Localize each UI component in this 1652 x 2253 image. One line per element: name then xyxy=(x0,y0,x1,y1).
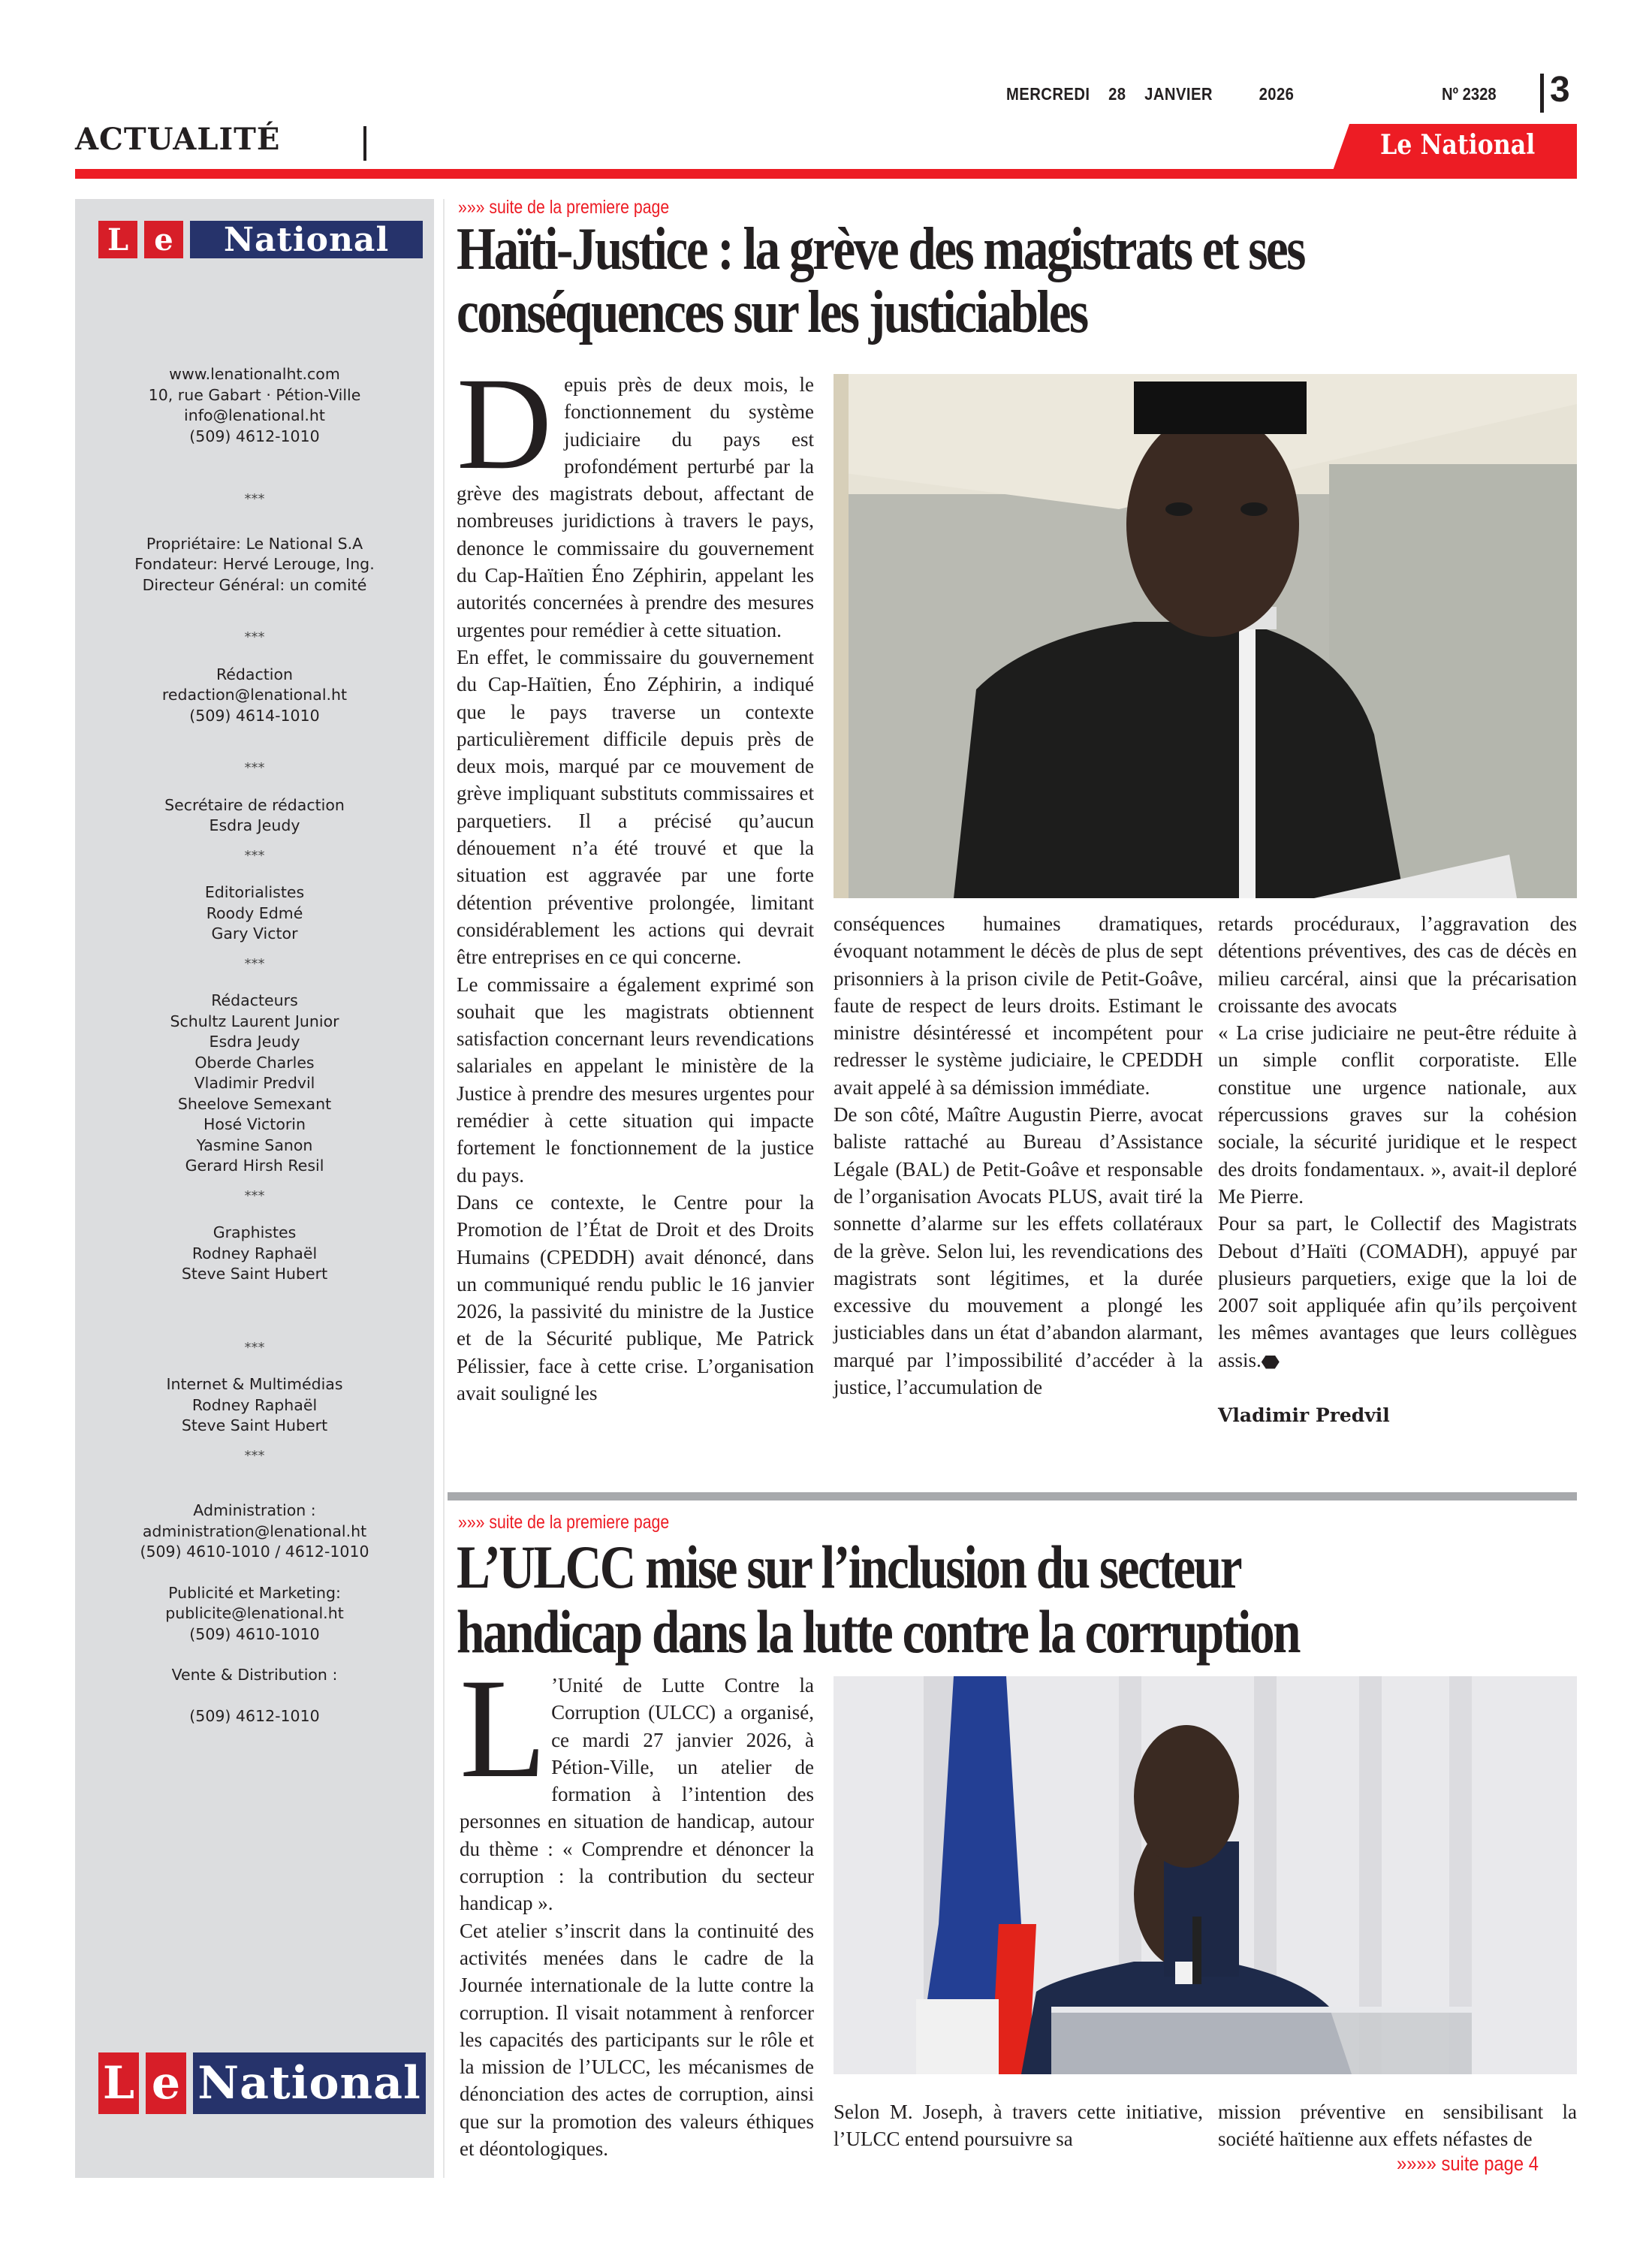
editorialists-title: Editorialistes xyxy=(204,883,305,901)
article1-column-2 xyxy=(834,910,1203,1401)
paragraph: ’Unité de Lutte Contre la Corruption (ULCC) a organisé, ce mardi 27 janvier 2026, à Pétion-Ville, un atelier de formation à l’intention des personnes en situation de handicap, autour du thème : « Comprendre et dénoncer la corruption : la contribution du secteur handicap ». xyxy=(460,1674,814,1915)
day-name: MERCREDI xyxy=(1006,84,1090,104)
contact-block xyxy=(75,364,434,447)
article2-headline-line1: L’ULCC mise sur l’inclusion du secteur xyxy=(457,1533,1241,1601)
article2-headline-line2: handicap dans la lutte contre la corruption xyxy=(457,1597,1300,1666)
logo-national: National xyxy=(190,221,423,258)
separator: *** xyxy=(244,1187,265,1204)
separator: *** xyxy=(244,1447,265,1464)
article1-photo xyxy=(834,374,1577,898)
article1-headline-line1: Haïti-Justice : la grève des magistrats et ses xyxy=(457,216,1304,282)
separator: *** xyxy=(244,629,265,645)
speaker-photo-icon xyxy=(834,1676,1577,2074)
logo-national: National xyxy=(193,2052,426,2114)
month: JANVIER xyxy=(1144,84,1213,104)
ownership-block xyxy=(75,534,434,596)
redaction-email[interactable]: redaction@lenational.ht xyxy=(161,686,348,704)
article1-column-3 xyxy=(1218,910,1577,1429)
separator: *** xyxy=(244,847,265,864)
paragraph: epuis près de deux mois, le fonctionnement du système judiciaire du pays est profondément perturbé par la grève des magistrats debout, affectant de nombreuses juridictions à travers le pays, denonce le commissaire du gouvernement du Cap-Haïtien Éno Zéphirin, appelant les autorités concernées à prendre des mesures urgentes pour remédier à cette situation. xyxy=(457,373,814,641)
designer-name: Rodney Raphaël xyxy=(191,1244,318,1262)
redaction-block xyxy=(75,665,434,727)
info-email[interactable]: info@lenational.ht xyxy=(184,406,325,424)
writers-block xyxy=(75,991,434,1177)
writer-name: Schultz Laurent Junior xyxy=(170,1012,339,1030)
article1-column-1 xyxy=(457,351,814,1407)
writer-name: Hosé Victorin xyxy=(203,1115,306,1133)
paragraph: Dans ce contexte, le Centre pour la Promotion de l’État de Droit et des Droits Humains (CPEDDH) avait dénoncé, dans un communiqué rendu public le 16 janvier 2026, la passivité du ministre de la Justice et de la Sécurité publique, Me Patrick Pélissier, face à cette crise. L’organisation avait souligné les xyxy=(457,1190,814,1404)
column-rule xyxy=(443,199,445,2178)
writer-name: Oberde Charles xyxy=(194,1053,315,1072)
section-divider xyxy=(363,126,366,161)
article2-column-1 xyxy=(460,1650,814,2162)
redaction-phone: (509) 4614-1010 xyxy=(189,706,320,725)
paragraph xyxy=(1218,1210,1577,1374)
end-of-article-icon xyxy=(1262,1356,1280,1369)
section-label: ACTUALITÉ xyxy=(75,122,281,157)
writer-name: Yasmine Sanon xyxy=(196,1136,313,1154)
page-number-divider xyxy=(1540,74,1544,113)
multimedia-title: Internet & Multimédias xyxy=(166,1375,343,1393)
writer-name: Vladimir Predvil xyxy=(194,1074,315,1092)
administration-title: Administration : xyxy=(193,1501,316,1519)
article1-headline-line2: conséquences sur les justiciables xyxy=(457,279,1087,345)
year: 2026 xyxy=(1259,84,1295,104)
distribution-block xyxy=(75,1665,434,1727)
brand-tab-label: Le National xyxy=(1380,129,1536,161)
designer-name: Steve Saint Hubert xyxy=(181,1265,328,1283)
masthead-credits xyxy=(75,364,434,1727)
logo-letter-e: e xyxy=(146,2052,186,2114)
article2-dropcap: L xyxy=(460,1650,547,1808)
logo-letter-l: L xyxy=(98,2052,139,2114)
paragraph-text: Pour sa part, le Collectif des Magistrats Debout d’Haïti (COMADH), appuyé par plusieurs parquetiers, exige que la loi de 2007 soit appliquée afin qu’ils perçoivent les mêmes avantages que leurs collègues assis. xyxy=(1218,1212,1577,1371)
day-number: 28 xyxy=(1108,84,1126,104)
administration-phone: (509) 4610-1010 / 4612-1010 xyxy=(140,1543,369,1561)
graphic-designers-title: Graphistes xyxy=(213,1223,297,1241)
paragraph: De son côté, Maître Augustin Pierre, avocat baliste rattaché au Bureau d’Assistance Légale (BAL) de Petit-Goâve et responsable de l’organisation Avocats PLUS, avait tiré la sonnette d’alarme sur les effets collatéraux de la grève. Selon lui, les revendications des magistrats sont légitimes, et la durée excessive du mouvement a plongé les justiciables dans un état d’abandon alarmant, marqué par l’impossibilité d’accéder à la justice, l’accumulation de xyxy=(834,1103,1203,1399)
distribution-title: Vente & Distribution : xyxy=(171,1666,338,1684)
secretary-block xyxy=(75,795,434,837)
administration-email[interactable]: administration@lenational.ht xyxy=(142,1522,367,1540)
logo-letter-e: e xyxy=(144,221,183,258)
paragraph: Selon M. Joseph, à travers cette initiative, l’ULCC entend poursuivre sa xyxy=(834,2101,1203,2151)
owner: Propriétaire: Le National S.A xyxy=(146,534,363,553)
article2-column-2 xyxy=(834,2098,1203,2153)
editorialist-name: Gary Victor xyxy=(211,924,298,943)
writers-title: Rédacteurs xyxy=(211,991,298,1009)
founder: Fondateur: Hervé Lerouge, Ing. xyxy=(134,555,375,573)
main-phone: (509) 4612-1010 xyxy=(189,427,320,445)
writer-name: Gerard Hirsh Resil xyxy=(185,1157,324,1175)
logo-letter-l: L xyxy=(98,221,137,258)
multimedia-block xyxy=(75,1374,434,1437)
paragraph: Le commissaire a également exprimé son souhait que les magistrats obtiennent satisfaction concernant leurs revendications salariales en appelant le ministère de la Justice à prendre des mesures urgentes pour remédier à cette situation qui impacte fortement le fonctionnement de la justice du pays. xyxy=(457,973,814,1187)
advertising-phone: (509) 4610-1010 xyxy=(189,1624,320,1643)
website-link[interactable]: www.lenationalht.com xyxy=(169,365,340,383)
separator: *** xyxy=(244,955,265,972)
writer-name: Esdra Jeudy xyxy=(209,1033,300,1051)
editorialists-block xyxy=(75,882,434,945)
address: 10, rue Gabart · Pétion-Ville xyxy=(148,385,361,404)
editorialist-name: Roody Edmé xyxy=(206,903,303,922)
redaction-title: Rédaction xyxy=(216,665,294,683)
continued-on-page-link[interactable]: »»»» suite page 4 xyxy=(1397,2152,1539,2175)
article-separator xyxy=(448,1492,1577,1500)
le-national-logo-bottom xyxy=(98,2052,426,2114)
graphic-designers-block xyxy=(75,1223,434,1285)
director: Directeur Général: un comité xyxy=(142,575,367,594)
paragraph: Cet atelier s’inscrit dans la continuité des activités menées dans le cadre de la Journée internationale de la lutte contre la corruption. Il visait notamment à renforcer les capacités des participants sur le rôle et la mission de l’ULCC, les mécanismes de dénonciation des actes de corruption, ainsi que sur la promotion des valeurs éthiques et déontologiques. xyxy=(460,1919,814,2161)
advertising-block xyxy=(75,1583,434,1645)
secretary-name: Esdra Jeudy xyxy=(209,816,300,834)
paragraph: mission préventive en sensibilisant la société haïtienne aux effets néfastes de xyxy=(1218,2101,1577,2151)
masthead-sidebar xyxy=(75,199,434,2178)
article1-byline: Vladimir Predvil xyxy=(1218,1404,1390,1427)
multimedia-name: Rodney Raphaël xyxy=(191,1395,318,1414)
advertising-title: Publicité et Marketing: xyxy=(168,1583,341,1602)
article2-column-3 xyxy=(1218,2098,1577,2153)
secretary-title: Secrétaire de rédaction xyxy=(164,795,345,814)
article1-dropcap: D xyxy=(457,351,553,497)
article1-kicker[interactable]: »»» suite de la premiere page xyxy=(458,197,670,218)
advertising-email[interactable]: publicite@lenational.ht xyxy=(165,1604,344,1622)
separator: *** xyxy=(244,491,265,507)
separator: *** xyxy=(244,1339,265,1356)
distribution-phone: (509) 4612-1010 xyxy=(189,1706,320,1725)
page-number: 3 xyxy=(1550,70,1570,110)
issue-number: Nº 2328 xyxy=(1442,84,1497,104)
separator: *** xyxy=(244,760,265,776)
paragraph: conséquences humaines dramatiques, évoquant notamment le décès de plus de sept prisonniers à la prison civile de Petit-Goâve, faute de respect de leurs droits. Estimant le ministre désintéressé et incompétent pour redresser le système judiciaire, le CPEDDH avait appelé à sa démission immédiate. xyxy=(834,912,1203,1099)
header-red-rule xyxy=(75,169,1577,179)
multimedia-name: Steve Saint Hubert xyxy=(181,1416,328,1434)
article2-kicker[interactable]: »»» suite de la premiere page xyxy=(458,1512,670,1533)
le-national-logo xyxy=(98,221,423,258)
dateline xyxy=(1006,84,1294,104)
article2-photo xyxy=(834,1676,1577,2074)
administration-block xyxy=(75,1500,434,1563)
paragraph: « La crise judiciaire ne peut-être réduite à un simple conflit corporatiste. Elle constitue une urgence nationale, aux répercussions graves sur la cohésion sociale, la sécurité juridique et le respect des droits fondamentaux. », avait-il deploré Me Pierre. xyxy=(1218,1021,1577,1208)
magistrate-photo-icon xyxy=(834,374,1577,898)
paragraph: retards procéduraux, l’aggravation des détentions préventives, des cas de décès en milieu carcéral, ainsi que la précarisation croissante des avocats xyxy=(1218,912,1577,1017)
paragraph: En effet, le commissaire du gouvernement du Cap-Haïtien, Éno Zéphirin, a indiqué que le pays traverse un contexte particulièrement difficile depuis près de deux mois, marqué par ce mouvement de grève impliquant substituts commissaires et parquetiers. Il a précisé qu’aucun dénouement n’a été trouvé et que la situation est aggravée par une forte détention préventive prolongée, limitant considérablement les actions qui devrait être entreprises en ce qui concerne. xyxy=(457,645,814,969)
writer-name: Sheelove Semexant xyxy=(177,1094,332,1113)
